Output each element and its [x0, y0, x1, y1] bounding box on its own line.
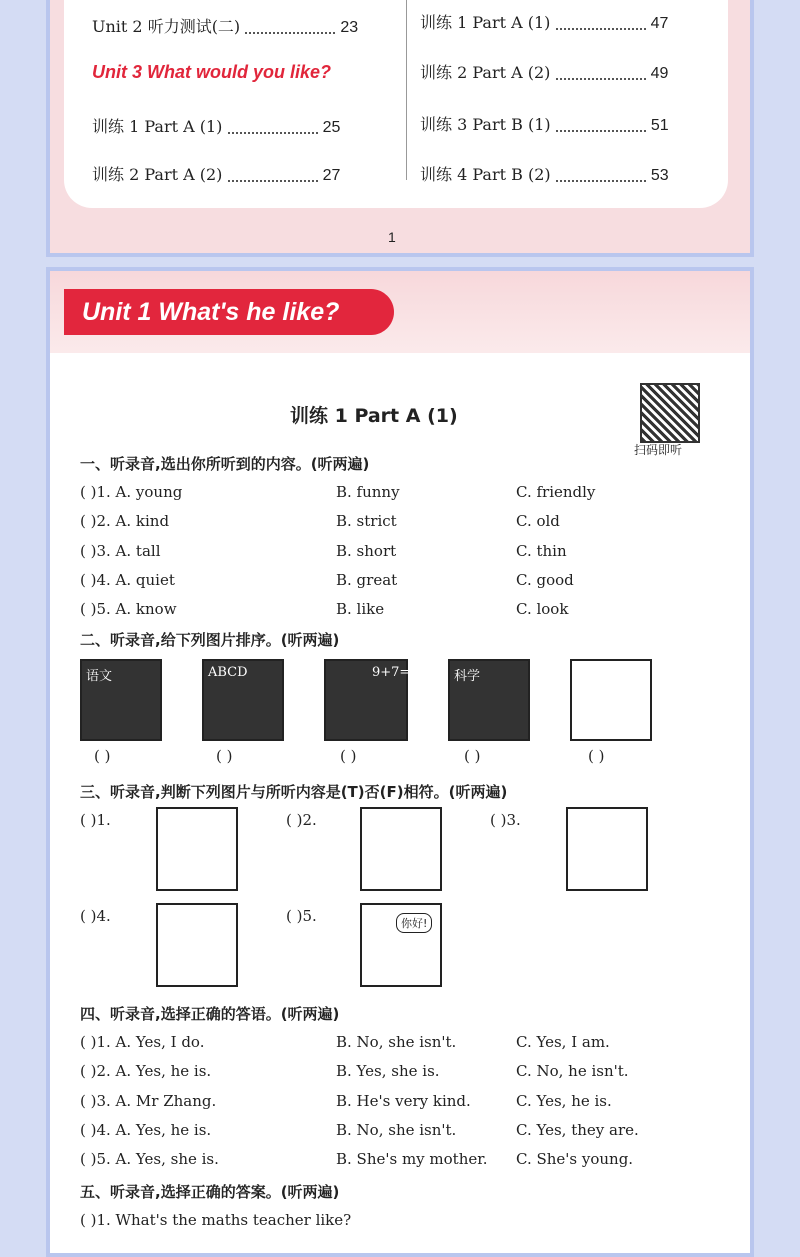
list-item: C. No, he isn't.: [516, 1062, 629, 1080]
toc-entry: 训练 2 Part A (2) 49: [420, 63, 669, 82]
toc-divider: [406, 0, 407, 180]
picture-girl-thinking: [156, 903, 238, 987]
list-item: C. look: [516, 600, 569, 618]
list-item: B. great: [336, 571, 398, 589]
previous-page: [46, 0, 754, 257]
picture-girl: [570, 659, 652, 741]
unit-banner: Unit 1 What's he like?: [64, 289, 394, 335]
picture-boy: [156, 807, 238, 891]
picture-english-teacher: ABCD: [202, 659, 284, 741]
list-item: ( )5. A. Yes, she is.: [80, 1150, 219, 1168]
list-item: B. No, she isn't.: [336, 1033, 457, 1051]
section-3-heading: 三、听录音,判断下列图片与所听内容是(T)否(F)相符。(听两遍): [80, 783, 508, 801]
section-5-heading: 五、听录音,选择正确的答案。(听两遍): [80, 1183, 340, 1201]
toc-entry: 训练 2 Part A (2) 27: [92, 165, 341, 184]
list-item: B. Yes, she is.: [336, 1062, 440, 1080]
list-item: B. No, she isn't.: [336, 1121, 457, 1139]
list-item: C. Yes, I am.: [516, 1033, 610, 1051]
section-1-heading: 一、听录音,选出你所听到的内容。(听两遍): [80, 455, 370, 473]
list-item: C. Yes, he is.: [516, 1092, 612, 1110]
qr-code[interactable]: [640, 383, 700, 443]
speech-bubble: 你好!: [396, 913, 432, 933]
list-item: C. friendly: [516, 483, 596, 501]
list-item: ( )4.: [80, 907, 111, 925]
list-item: B. He's very kind.: [336, 1092, 471, 1110]
section-4-heading: 四、听录音,选择正确的答语。(听两遍): [80, 1005, 340, 1023]
page-number: 1: [388, 229, 396, 245]
list-item: B. She's my mother.: [336, 1150, 488, 1168]
list-item: B. funny: [336, 483, 400, 501]
list-item: C. She's young.: [516, 1150, 634, 1168]
list-item: C. Yes, they are.: [516, 1121, 639, 1139]
table-of-contents: [64, 0, 728, 208]
picture-strong-man: [360, 807, 442, 891]
answer-blank[interactable]: ( ): [340, 747, 357, 765]
list-item: C. thin: [516, 542, 567, 560]
list-item: ( )2. A. Yes, he is.: [80, 1062, 212, 1080]
list-item: ( )4. A. Yes, he is.: [80, 1121, 212, 1139]
list-item: ( )1. A. young: [80, 483, 183, 501]
list-item: B. like: [336, 600, 385, 618]
qr-label: 扫码即听: [634, 443, 683, 457]
list-item: ( )2.: [286, 811, 317, 829]
toc-entry: Unit 2 听力测试(二) 23: [92, 17, 359, 36]
picture-chinese-teacher: 语文: [80, 659, 162, 741]
toc-entry: 训练 3 Part B (1) 51: [420, 115, 669, 134]
picture-boy-greeting: [360, 903, 442, 987]
section-2-heading: 二、听录音,给下列图片排序。(听两遍): [80, 631, 340, 649]
list-item: B. short: [336, 542, 397, 560]
list-item: ( )1. A. Yes, I do.: [80, 1033, 205, 1051]
answer-blank[interactable]: ( ): [216, 747, 233, 765]
toc-unit3-heading: Unit 3 What would you like?: [92, 62, 332, 82]
answer-blank[interactable]: ( ): [94, 747, 111, 765]
list-item: ( )3. A. tall: [80, 542, 161, 560]
picture-science-teacher: 科学: [448, 659, 530, 741]
list-item: ( )4. A. quiet: [80, 571, 175, 589]
toc-entry: 训练 1 Part A (1) 25: [92, 117, 341, 136]
list-item: ( )3.: [490, 811, 521, 829]
list-item: ( )3. A. Mr Zhang.: [80, 1092, 217, 1110]
picture-woman-with-book: [566, 807, 648, 891]
picture-maths-teacher: 9+7=: [324, 659, 408, 741]
answer-blank[interactable]: ( ): [588, 747, 605, 765]
list-item: ( )5. A. know: [80, 600, 177, 618]
list-item: C. old: [516, 512, 560, 530]
answer-blank[interactable]: ( ): [464, 747, 481, 765]
list-item: ( )2. A. kind: [80, 512, 170, 530]
toc-entry: 训练 1 Part A (1) 47: [420, 13, 669, 32]
list-item: ( )1. What's the maths teacher like?: [80, 1211, 352, 1229]
list-item: C. good: [516, 571, 574, 589]
worksheet-page: [46, 267, 754, 1257]
toc-entry: 训练 4 Part B (2) 53: [420, 165, 669, 184]
list-item: B. strict: [336, 512, 397, 530]
list-item: ( )1.: [80, 811, 111, 829]
list-item: ( )5.: [286, 907, 317, 925]
lesson-title: 训练 1 Part A (1): [290, 405, 458, 427]
